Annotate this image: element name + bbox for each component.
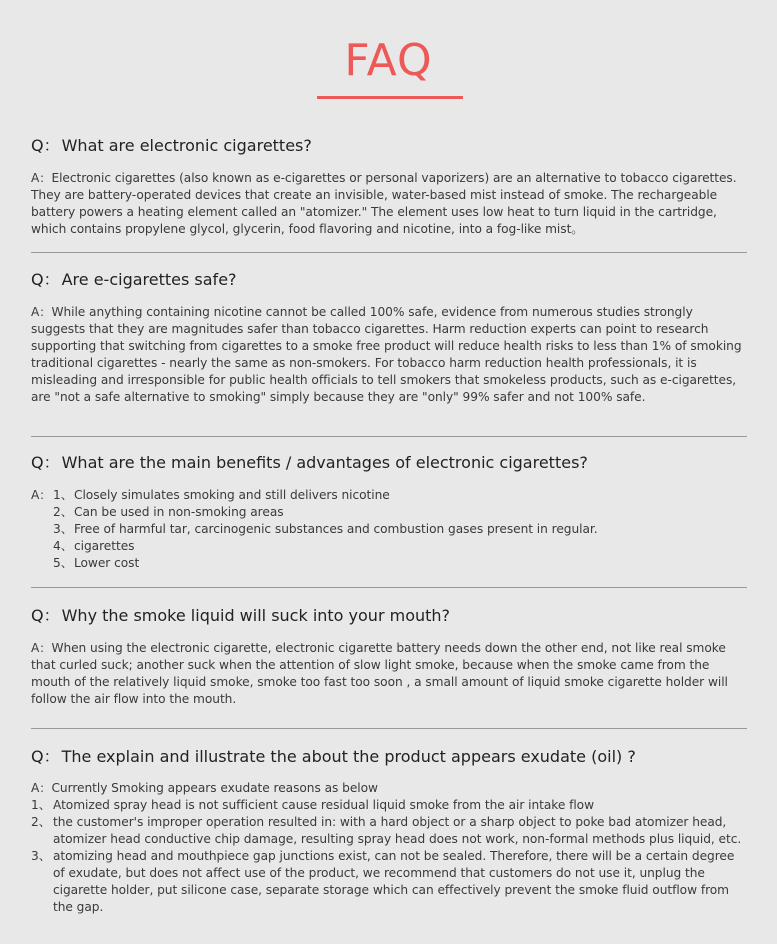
list-number: 2、: [53, 505, 73, 519]
answer-prefix: A：: [31, 171, 52, 185]
question-text: What are electronic cigarettes?: [61, 136, 312, 155]
faq-item-4: [31, 606, 747, 708]
question-text: The explain and illustrate the about the product appears exudate (oil) ?: [61, 747, 636, 766]
faq-item-5: [31, 747, 747, 916]
answer-prefix: A：: [31, 305, 52, 319]
list-text: Atomized spray head is not sufficient cause residual liquid smoke from the air intake flow: [53, 798, 595, 812]
list-text: the customer's improper operation resulted in: with a hard object or a sharp object to poke bad atomizer head, atomizer head conductive chip damage, resulting spray head does not work, non-formal methods plus liquid, etc.: [53, 815, 742, 846]
answer-prefix: A：: [31, 781, 52, 795]
list-item: [31, 538, 747, 555]
faq-question: [31, 453, 747, 473]
answer-text: While anything containing nicotine cannot be called 100% safe, evidence from numerous studies strongly suggests that they are magnitudes safer than tobacco cigarettes. Harm reduction experts can point to research supporting that switching from cigarettes to a smoke free product will reduce health risks to less than 1% of smoking traditional cigarettes - nearly the same as non-smokers. For tobacco harm reduction health professionals, it is misleading and irresponsible for public health officials to tell smokers that smokeless products, such as e-cigarettes, are "not a safe alternative to smoking" simply because they are "only" 99% safer and not 100% safe.: [31, 305, 742, 404]
list-text: atomizing head and mouthpiece gap junctions exist, can not be sealed. Therefore, there will be a certain degree of exudate, but does not affect use of the product, we recommend that customers do not use it, unplug the cigarette holder, put silicone case, separate storage which can effectively prevent the smoke fluid outflow from the gap.: [53, 849, 735, 914]
divider: [31, 436, 747, 437]
list-text: cigarettes: [74, 539, 135, 553]
list-item: [31, 487, 747, 504]
faq-item-2: [31, 270, 747, 406]
list-number: 1、: [31, 798, 51, 812]
answer-text: When using the electronic cigarette, electronic cigarette battery needs down the other end, not like real smoke that curled suck; another suck when the attention of slow light smoke, because when the smoke came from the mouth of the relatively liquid smoke, smoke too fast too soon , a small amount of liquid smoke cigarette holder will follow the air flow into the mouth.: [31, 641, 728, 706]
faq-question: [31, 747, 747, 767]
list-number: 4、: [53, 539, 73, 553]
divider: [31, 728, 747, 729]
question-prefix: Q：: [31, 606, 60, 625]
list-number: 5、: [53, 556, 73, 570]
list-item: [31, 848, 747, 916]
faq-question: [31, 270, 747, 290]
faq-item-1: [31, 136, 747, 238]
faq-answer: [31, 780, 747, 916]
question-prefix: Q：: [31, 453, 60, 472]
divider: [31, 587, 747, 588]
list-number: 1、: [53, 488, 73, 502]
list-item: [31, 797, 747, 814]
question-prefix: Q：: [31, 136, 60, 155]
list-number: 3、: [31, 849, 51, 863]
faq-answer: [31, 170, 747, 238]
faq-answer: [31, 304, 747, 406]
list-text: Free of harmful tar, carcinogenic substances and combustion gases present in regular.: [74, 522, 598, 536]
list-text: Can be used in non-smoking areas: [74, 505, 284, 519]
answer-text: Electronic cigarettes (also known as e-cigarettes or personal vaporizers) are an alternative to tobacco cigarettes. They are battery-operated devices that create an invisible, water-based mist instead of smoke. The rechargeable battery powers a heating element called an "atomizer." The element uses low heat to turn liquid in the cartridge, which contains propylene glycol, glycerin, food flavoring and nicotine, into a fog-like mist。: [31, 171, 737, 236]
title-underline: [317, 96, 463, 99]
question-prefix: Q：: [31, 747, 60, 766]
page-title: FAQ: [344, 35, 433, 86]
list-item: [31, 555, 747, 572]
faq-answer: [31, 640, 747, 708]
list-text: Lower cost: [74, 556, 140, 570]
answer-intro: Currently Smoking appears exudate reasons as below: [51, 781, 378, 795]
faq-question: [31, 606, 747, 626]
list-item: [31, 504, 747, 521]
faq-item-3: [31, 453, 747, 572]
question-text: What are the main benefits / advantages of electronic cigarettes?: [61, 453, 588, 472]
question-text: Are e-cigarettes safe?: [61, 270, 237, 289]
list-number: 3、: [53, 522, 73, 536]
question-prefix: Q：: [31, 270, 60, 289]
list-item: [31, 814, 747, 848]
divider: [31, 252, 747, 253]
list-item: [31, 521, 747, 538]
list-text: Closely simulates smoking and still delivers nicotine: [74, 488, 390, 502]
answer-prefix: A：: [31, 641, 52, 655]
answer-prefix: A：: [31, 488, 52, 502]
list-number: 2、: [31, 815, 51, 829]
question-text: Why the smoke liquid will suck into your mouth?: [61, 606, 451, 625]
faq-question: [31, 136, 747, 156]
faq-answer: [31, 487, 747, 572]
